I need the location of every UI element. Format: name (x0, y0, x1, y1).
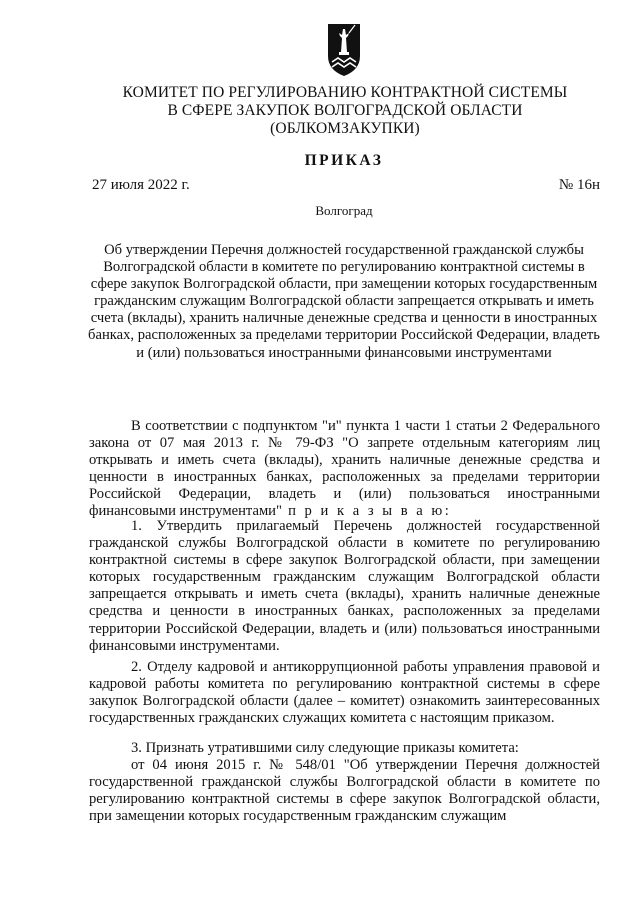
item-2-paragraph: 2. Отделу кадровой и антикоррупционной работы управления правовой и кадровой работы комитета по регулированию контрактной системы в сфере закупок Волгоградской области (далее – комитет) ознакомить заинтересованных государственных гражданских служащих комитета с настоящим приказом. (89, 659, 600, 727)
organization-abbreviation: (ОБЛКОМЗАКУПКИ) (270, 120, 420, 137)
document-city: Волгоград (315, 203, 373, 218)
volgograd-coat-of-arms-icon (324, 22, 364, 78)
item-3-text: от 04 июня 2015 г. № 548/01 "Об утверждении Перечня должностей государственной гражданской службы Волгоградской области в комитете по регулированию контрактной системы в сфере закупок Волгоградской области, при замещении которых государственным гражданским служащим (89, 757, 600, 825)
document-subject: Об утверждении Перечня должностей государственной гражданской службы Волгоградской области в комитете по регулированию контрактной системы в сфере закупок Волгоградской области, при замещении которых государственным гражданским служащим Волгоградской области запрещается открывать и иметь счета (вклады), хранить наличные денежные средства и ценности в иностранных банках, расположенных за пределами территории Российской Федерации, владеть и (или) пользоваться иностранными финансовыми инструментами (88, 242, 600, 361)
preamble-text: В соответствии с подпунктом "и" пункта 1 части 1 статьи 2 Федерального закона от 07 мая 2013 г. № 79-ФЗ "О запрете отдельным категориям лиц открывать и иметь счета (вклады), хранить наличные денежные средства и ценности в иностранных банках, расположенных за пределами территории Российской Федерации, владеть и (или) пользоваться иностранными финансовыми инструментами" (89, 418, 600, 520)
document-number: № 16н (558, 177, 600, 193)
preamble-paragraph (89, 418, 600, 521)
document-title: ПРИКАЗ (304, 152, 384, 169)
organization-name-line-1: КОМИТЕТ ПО РЕГУЛИРОВАНИЮ КОНТРАКТНОЙ СИСТЕМЫ (122, 84, 568, 101)
order-word: п р и к а з ы в а ю: (281, 503, 452, 520)
document-date: 27 июля 2022 г. (92, 177, 190, 193)
item-1-paragraph: 1. Утвердить прилагаемый Перечень должностей государственной гражданской службы Волгоградской области в комитете по регулированию контрактной системы в сфере закупок Волгоградской области, при замещении которых государственным гражданским служащим Волгоградской области запрещается открывать и иметь счета (вклады), хранить наличные денежные средства и ценности в иностранных банках, расположенных за пределами территории Российской Федерации, владеть и (или) пользоваться иностранными финансовыми инструментами. (89, 518, 600, 654)
organization-name-line-2: В СФЕРЕ ЗАКУПОК ВОЛГОГРАДСКОЙ ОБЛАСТИ (167, 102, 523, 119)
item-3-paragraph: 3. Признать утратившими силу следующие приказы комитета: (131, 740, 519, 756)
